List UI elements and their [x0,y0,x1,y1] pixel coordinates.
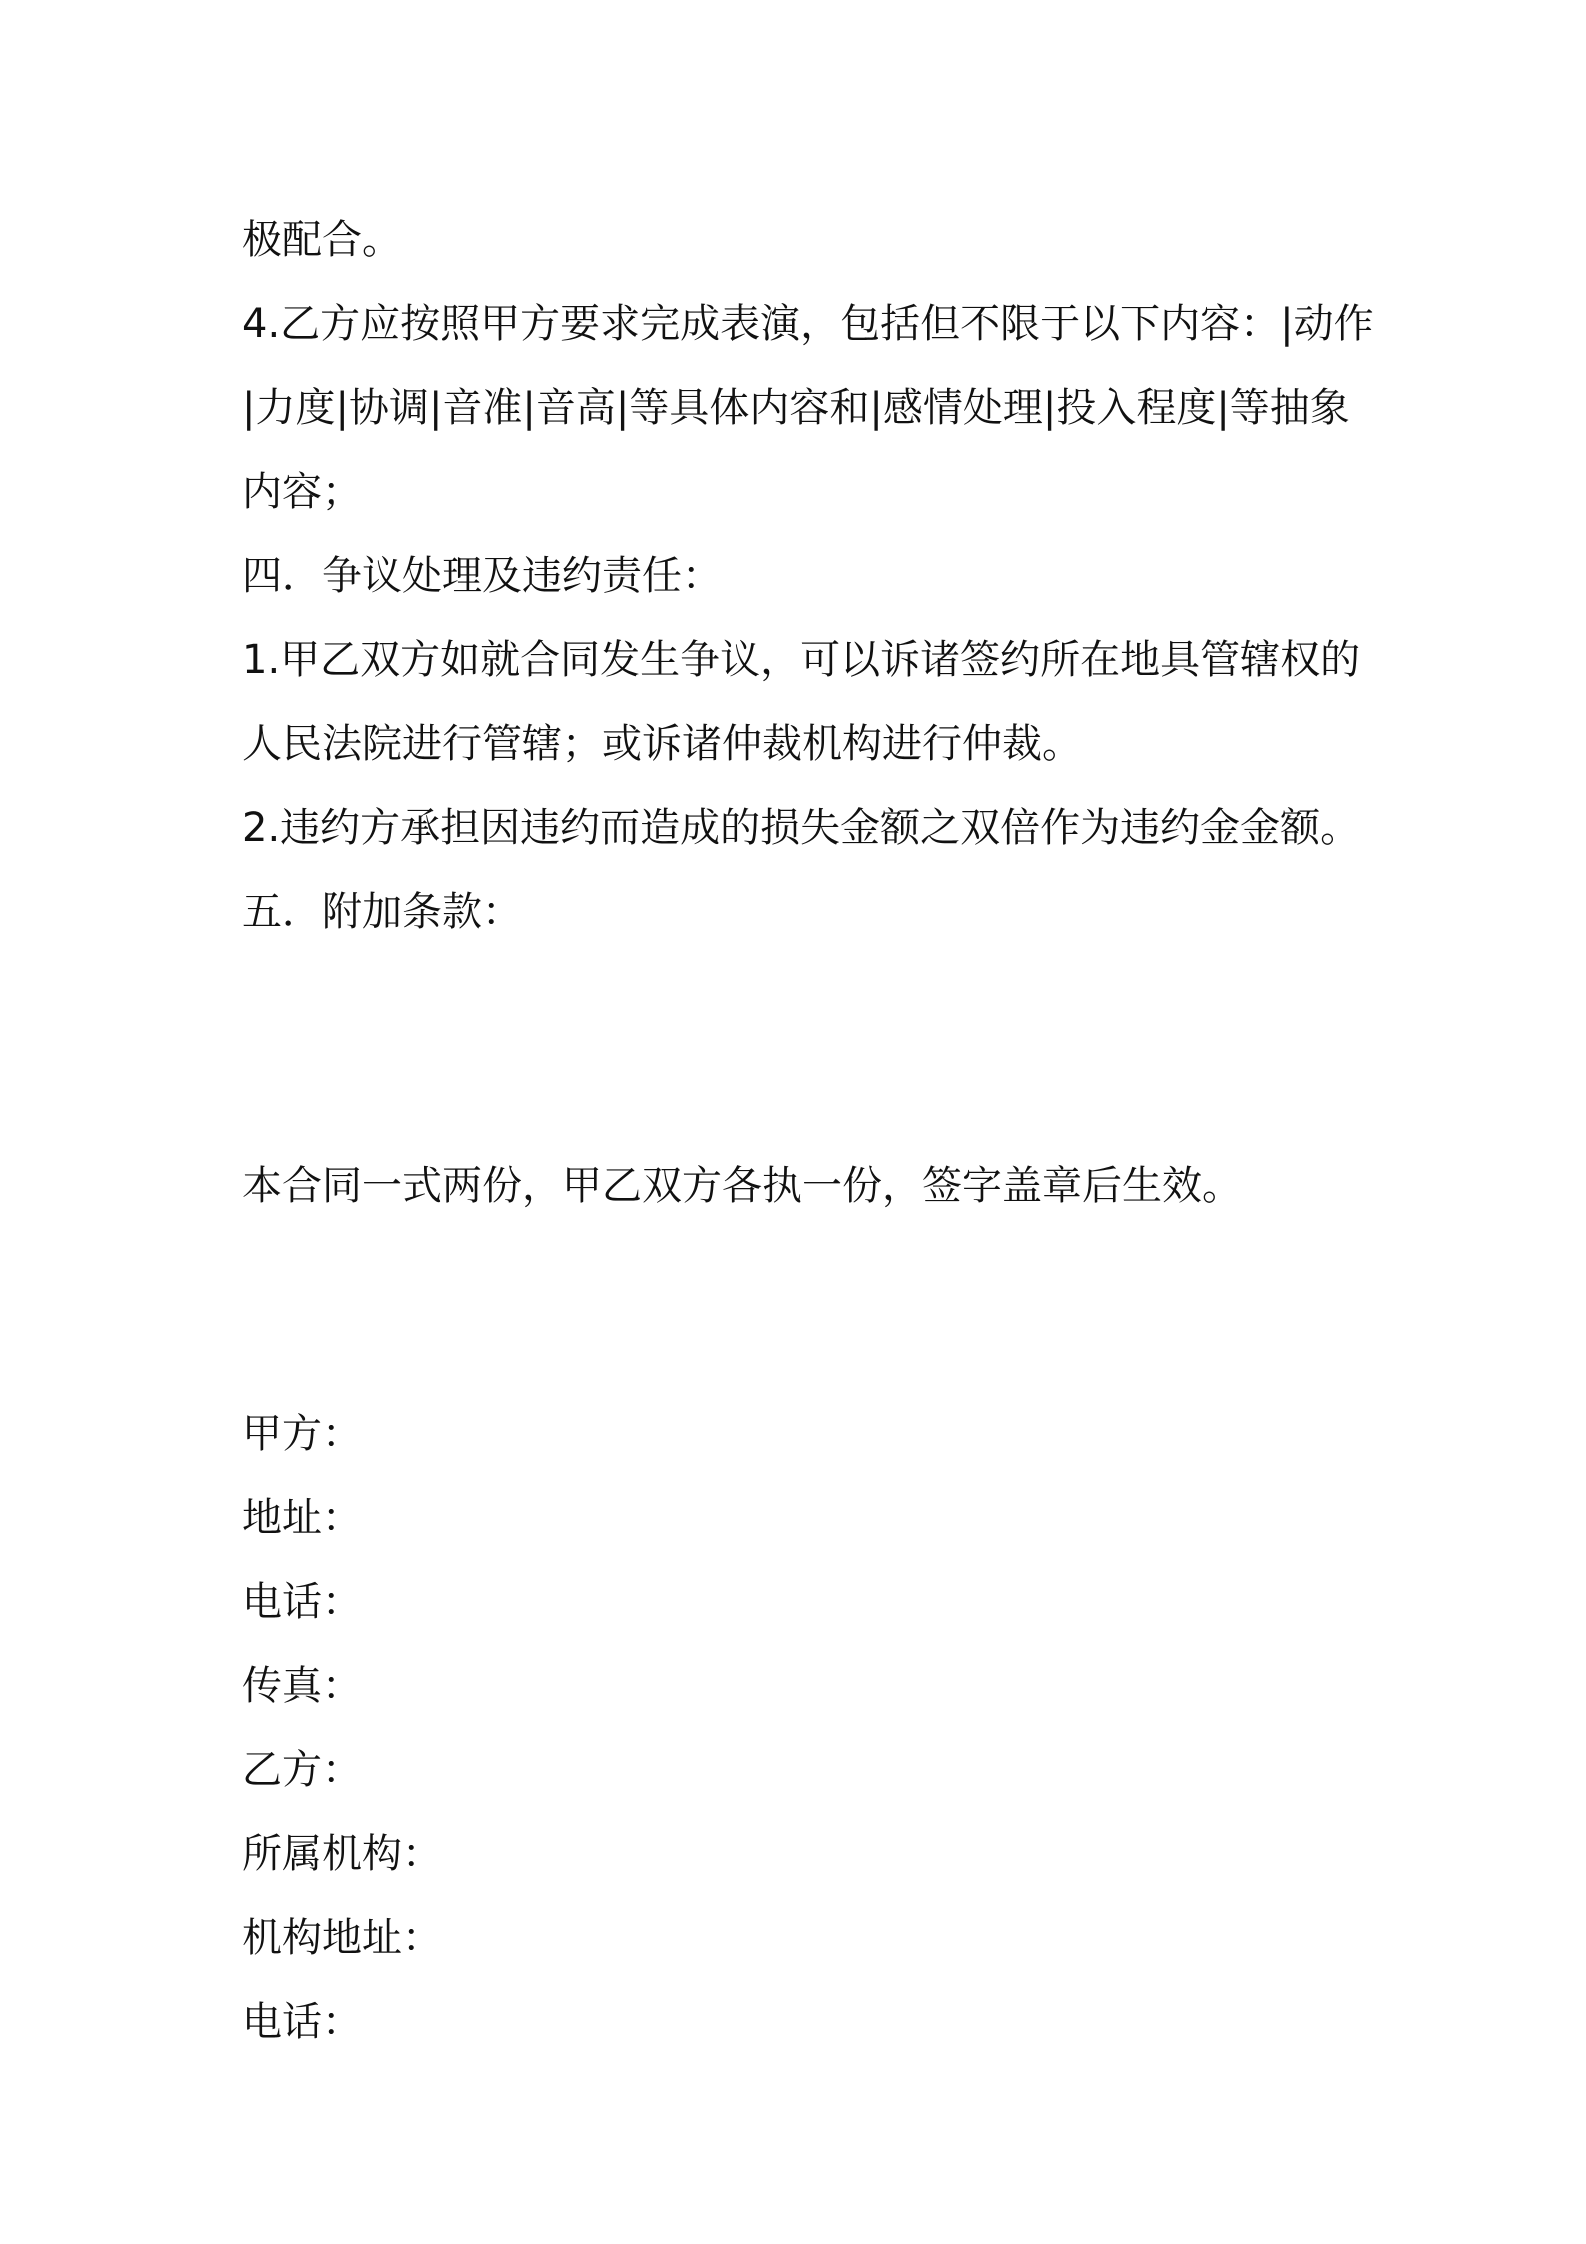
signature-field-fax: 传真： [242,1663,362,1709]
section-heading-dispute: 四．争议处理及违约责任： [242,553,722,599]
blank-space-additional-terms [242,954,1362,1144]
signature-block [242,1392,1362,2064]
blank-space-before-signatures [242,1228,1362,1392]
body-line-dispute-2: 2.违约方承担因违约而造成的损失金额之双倍作为违约金金额。 [242,805,1361,851]
signature-field-party-a: 甲方： [242,1411,362,1457]
signature-field-address: 地址： [242,1495,362,1541]
signature-field-organization-address: 机构地址： [242,1915,442,1961]
body-line-clause-4-cont-1: |力度|协调|音准|音高|等具体内容和|感情处理|投入程度|等抽象 [242,385,1350,431]
closing-statement: 本合同一式两份，甲乙双方各执一份，签字盖章后生效。 [242,1163,1242,1209]
signature-field-phone-b: 电话： [242,1999,362,2045]
signature-field-party-b: 乙方： [242,1747,362,1793]
document-content [242,198,1374,2064]
body-line-clause-4: 4.乙方应按照甲方要求完成表演，包括但不限于以下内容：|动作 [242,301,1374,347]
body-line-continuation: 极配合。 [242,217,402,263]
signature-field-phone: 电话： [242,1579,362,1625]
signature-field-organization: 所属机构： [242,1831,442,1877]
section-heading-additional-terms: 五．附加条款： [242,889,522,935]
body-line-dispute-1-cont: 人民法院进行管辖；或诉诸仲裁机构进行仲裁。 [242,721,1082,767]
body-line-clause-4-cont-2: 内容； [242,469,362,515]
body-line-dispute-1: 1.甲乙双方如就合同发生争议，可以诉诸签约所在地具管辖权的 [242,637,1361,683]
